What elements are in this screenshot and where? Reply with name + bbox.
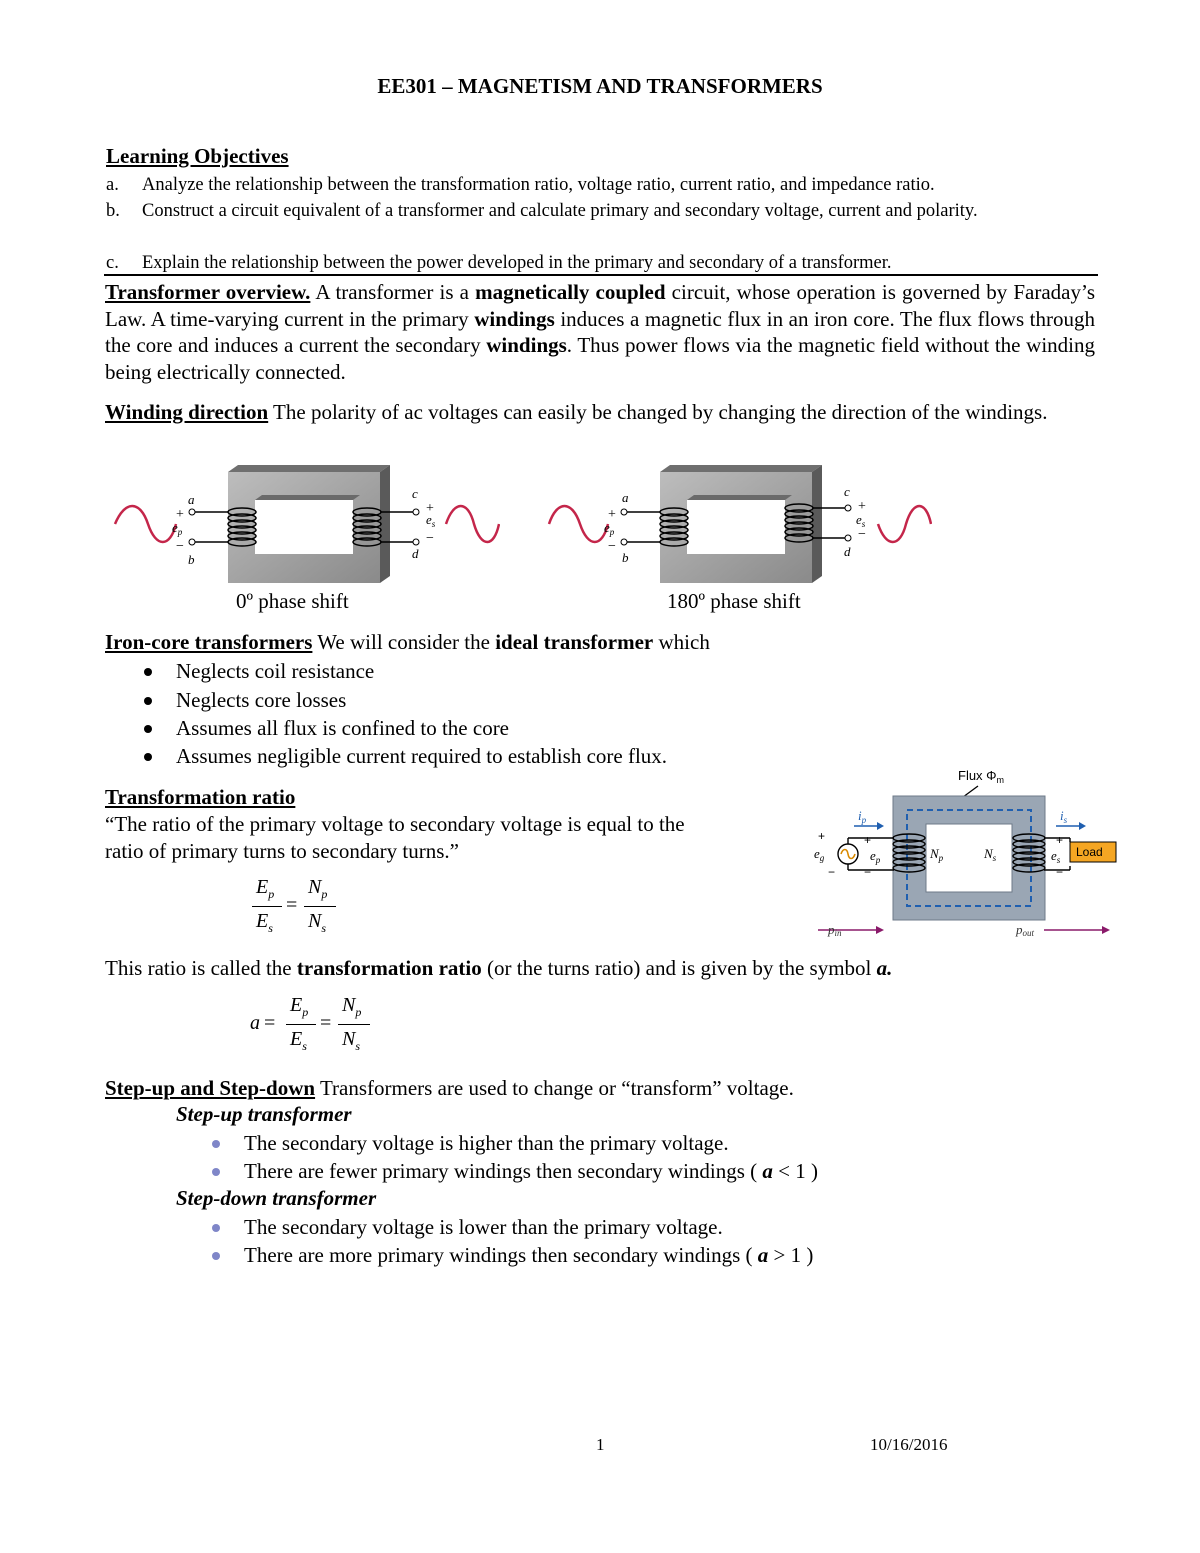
iron-core-heading: Iron-core transformers [105, 630, 313, 654]
objective-label: c. [106, 253, 119, 273]
bullet-icon [144, 753, 152, 761]
equals-sign: = [286, 894, 298, 916]
bullet-icon [212, 1168, 220, 1176]
footer-date: 10/16/2016 [870, 1435, 948, 1454]
output-sine-icon [446, 506, 499, 542]
winding-heading: Winding direction [105, 400, 269, 424]
transformer-figure-180deg [542, 462, 932, 587]
eq-num-left: $E_p$ [256, 876, 275, 901]
list-item-text: Neglects core losses [176, 688, 347, 712]
minus-sign: − [858, 527, 866, 542]
es-label: $e_s$ [426, 512, 436, 529]
ratio-symbol: a. [876, 956, 893, 980]
objective-item [106, 172, 1094, 198]
ep-label: $e_p$ [172, 520, 183, 537]
eq-num-right: $N_p$ [308, 876, 328, 901]
objective-text: Construct a circuit equivalent of a transformer and calculate primary and secondary voltage, current and polarity. [142, 201, 978, 221]
list-item-text: Assumes all flux is confined to the core [176, 716, 510, 740]
pin-label: pin [828, 922, 842, 938]
terminal-label: b [622, 550, 629, 565]
ratio-text: This ratio is called the [105, 956, 297, 980]
ep-label: $e_p$ [870, 848, 881, 865]
step-down-title: Step-down transformer [176, 1186, 377, 1210]
bullet-icon [212, 1224, 220, 1232]
bullet-icon [212, 1252, 220, 1260]
bullet-icon [144, 668, 152, 676]
input-sine-icon [115, 506, 176, 542]
fraction-bar [304, 906, 336, 907]
objective-item [106, 198, 1094, 224]
list-item [144, 714, 844, 742]
np-label: $N_p$ [930, 846, 944, 863]
eq-den-right: $N_s$ [308, 910, 327, 935]
fraction-bar [252, 906, 282, 907]
plus-sign: + [864, 833, 872, 847]
objective-label: b. [106, 201, 120, 221]
plus-sign: + [426, 501, 434, 516]
eq-den-left: $E_s$ [256, 910, 273, 935]
terminal-label: a [622, 490, 629, 505]
winding-text: The polarity of ac voltages can easily be changed by changing the direction of the windings. [268, 400, 1048, 424]
output-sine-inverted-icon [878, 506, 931, 542]
step-heading: Step-up and Step-down [105, 1076, 316, 1100]
pout-label: pout [1016, 922, 1035, 938]
list-item-text: There are fewer primary windings then secondary windings ( a < 1 ) [244, 1159, 819, 1183]
flux-label: Flux $\Phi_m$ [958, 768, 1005, 785]
bullet-icon [144, 725, 152, 733]
plus-sign: + [818, 829, 826, 843]
iron-core-intro [105, 629, 1095, 656]
terminal-label: a [188, 492, 195, 507]
terminal-label: d [844, 544, 851, 559]
ratio-bold: transformation ratio [296, 956, 482, 980]
ep-label: $e_p$ [604, 520, 615, 537]
minus-sign: − [828, 865, 836, 879]
ratio-sentence [105, 955, 1095, 982]
equals-sign: = [320, 1012, 332, 1034]
page-title: EE301 – MAGNETISM AND TRANSFORMERS [377, 74, 823, 98]
objective-text: Analyze the relationship between the transformation ratio, voltage ratio, current ratio, and impedance ratio. [142, 175, 935, 195]
ratio-heading-text: Transformation ratio [105, 785, 296, 809]
fraction-bar [338, 1024, 370, 1025]
ratio-text: (or the turns ratio) and is given by the symbol [481, 956, 877, 980]
list-item [212, 1241, 1012, 1269]
terminal-label: c [844, 484, 850, 499]
step-up-title: Step-up transformer [176, 1102, 352, 1126]
minus-sign: − [426, 531, 434, 546]
list-item [144, 657, 844, 685]
es-label: $e_s$ [1051, 848, 1061, 865]
overview-paragraph [105, 279, 1095, 385]
eg-label: $e_g$ [814, 846, 825, 863]
load-label: Load [1076, 845, 1103, 859]
objective-item [106, 250, 1094, 276]
page-number: 1 [596, 1435, 605, 1454]
quote-line: “The ratio of the primary voltage to secondary voltage is equal to the [105, 812, 685, 836]
objective-text: Explain the relationship between the power developed in the primary and secondary of a transformer. [142, 253, 892, 273]
caption-180deg: 180º phase shift [667, 589, 801, 613]
equation-ratio [250, 876, 360, 946]
terminal-label: c [412, 486, 418, 501]
learning-objectives-heading: Learning Objectives [106, 144, 289, 168]
step-intro [105, 1075, 1095, 1102]
iron-core-bold: ideal transformer [495, 630, 654, 654]
list-item [212, 1157, 1012, 1185]
objective-label: a. [106, 175, 119, 195]
terminal-label: b [188, 552, 195, 567]
overview-text: induces a magnetic flux in an iron core. The flux flows through the core and induces a current the secondary [105, 306, 1095, 357]
input-sine-icon [549, 506, 608, 542]
core-top-face [228, 465, 390, 472]
list-item-text: The secondary voltage is lower than the primary voltage. [244, 1215, 723, 1239]
caption-0deg: 0º phase shift [236, 589, 349, 613]
plus-sign: + [608, 507, 616, 522]
iron-core-text: which [653, 630, 710, 654]
eq-den-right: $N_s$ [342, 1028, 361, 1053]
plus-sign: + [858, 499, 866, 514]
quote-line: ratio of primary turns to secondary turns.” [105, 838, 459, 863]
minus-sign: − [176, 539, 184, 554]
equation-a [250, 994, 410, 1064]
overview-text: circuit, whose operation is governed by Faraday’s Law. A time-varying current in the primary [105, 280, 1096, 331]
minus-sign: − [608, 539, 616, 554]
list-item [144, 742, 844, 770]
overview-bold: windings [474, 306, 555, 331]
ip-label: $i_p$ [858, 808, 867, 825]
iron-core-text: We will consider the [312, 630, 496, 654]
fraction-bar [286, 1024, 316, 1025]
ns-label: $N_s$ [984, 846, 997, 863]
overview-text: . Thus power flows via the magnetic field without the winding being electrically connected. [105, 333, 1096, 384]
overview-text: A transformer is a [310, 280, 476, 304]
section-divider [104, 274, 1098, 276]
equals-sign: = [264, 1012, 276, 1034]
ratio-quote [105, 811, 785, 864]
flux-transformer-figure [808, 766, 1124, 938]
list-item-text: The secondary voltage is higher than the primary voltage. [244, 1131, 729, 1155]
terminal-label: d [412, 546, 419, 561]
overview-bold: windings [486, 333, 567, 357]
overview-heading: Transformer overview. [105, 280, 311, 304]
transformer-figure-0deg [110, 462, 500, 587]
eq-a-symbol: a [250, 1012, 260, 1034]
eq-num-right: $N_p$ [342, 994, 362, 1019]
list-item [144, 686, 844, 714]
list-item [212, 1213, 1012, 1241]
winding-paragraph [105, 399, 1095, 426]
plus-sign: + [176, 507, 184, 522]
step-text: Transformers are used to change or “transform” voltage. [315, 1076, 794, 1100]
bullet-icon [212, 1140, 220, 1148]
list-item [212, 1129, 1012, 1157]
minus-sign: − [864, 865, 872, 879]
plus-sign: + [1056, 833, 1064, 847]
eq-num-left: $E_p$ [290, 994, 309, 1019]
minus-sign: − [1056, 865, 1064, 879]
is-label: $i_s$ [1060, 808, 1068, 825]
list-item-text: Neglects coil resistance [176, 659, 375, 683]
es-label: $e_s$ [856, 512, 866, 529]
overview-bold: magnetically coupled [475, 280, 666, 304]
list-item-text: There are more primary windings then secondary windings ( a > 1 ) [244, 1243, 814, 1267]
transformation-ratio-heading [105, 784, 765, 811]
list-item-text: Assumes negligible current required to establish core flux. [176, 744, 668, 768]
bullet-icon [144, 697, 152, 705]
eq-den-left: $E_s$ [290, 1028, 307, 1053]
